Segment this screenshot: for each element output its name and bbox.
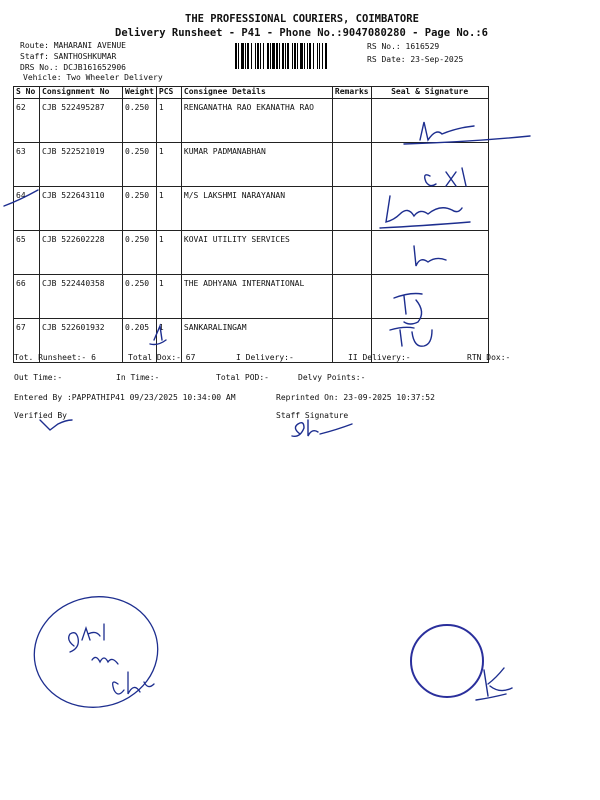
handwritten-phone-2: 9442222311 bbox=[477, 212, 575, 237]
col-consignee: Consignee Details bbox=[181, 87, 332, 99]
signature-row-62 bbox=[404, 122, 530, 144]
total-pod: Total POD:- bbox=[216, 373, 269, 382]
runsheet-subtitle: Delivery Runsheet - P41 - Phone No.:9047080280 - Page No.:6 bbox=[115, 27, 488, 39]
col-seal-signature: Seal & Signature bbox=[371, 87, 488, 99]
col-sno: S No bbox=[14, 87, 40, 99]
oval-scribble-2 bbox=[92, 657, 118, 664]
col-consignment: Consignment No bbox=[40, 87, 123, 99]
cell-consignee: M/S LAKSHMI NARAYANAN bbox=[181, 187, 332, 231]
entered-by: Entered By :PAPPATHIP41 09/23/2025 10:34:00 AM bbox=[14, 393, 236, 402]
col-remarks: Remarks bbox=[332, 87, 371, 99]
signature-row-67 bbox=[390, 327, 432, 346]
cell-weight: 0.250 bbox=[123, 143, 157, 187]
cell-sno: 62 bbox=[14, 99, 40, 143]
tot-runsheet: Tot. Runsheet:- 6 bbox=[14, 353, 96, 362]
reprinted-on: Reprinted On: 23-09-2025 10:37:52 bbox=[276, 393, 435, 402]
ink-oval bbox=[24, 585, 168, 718]
cell-pcs: 1 bbox=[156, 143, 181, 187]
cell-sno: 66 bbox=[14, 275, 40, 319]
drs-number: DRS No.: DCJB161652906 bbox=[20, 63, 126, 72]
col-pcs: PCS bbox=[156, 87, 181, 99]
staff-signature-label: Staff Signature bbox=[276, 411, 349, 420]
staff-signature-mark bbox=[292, 420, 352, 436]
out-time: Out Time:- bbox=[14, 373, 63, 382]
cell-consignee: SANKARALINGAM bbox=[181, 319, 332, 363]
cell-weight: 0.250 bbox=[123, 231, 157, 275]
cell-sno: 67 bbox=[14, 319, 40, 363]
rs-number: RS No.: 1616529 bbox=[367, 42, 440, 51]
signature-row-66 bbox=[394, 294, 422, 325]
cell-sno: 63 bbox=[14, 143, 40, 187]
cell-pcs: 1 bbox=[156, 275, 181, 319]
rtn-dox: RTN Dox:- bbox=[467, 353, 511, 362]
total-dox: Total Dox:- 67 bbox=[128, 353, 196, 362]
cell-consignee: KOVAI UTILITY SERVICES bbox=[181, 231, 332, 275]
col-weight: Weight bbox=[123, 87, 157, 99]
pc41-stamp-circle bbox=[411, 625, 483, 697]
vehicle-text: Vehicle: Two Wheeler Delivery bbox=[23, 73, 163, 82]
staff-text: Staff: SANTHOSHKUMAR bbox=[20, 52, 117, 61]
in-time: In Time:- bbox=[116, 373, 160, 382]
cell-consignment: CJB 522602228 bbox=[40, 231, 123, 275]
cell-weight: 0.250 bbox=[123, 187, 157, 231]
route-text: Route: MAHARANI AVENUE bbox=[20, 41, 126, 50]
delvy-points: Delvy Points:- bbox=[298, 373, 366, 382]
cell-consignment: CJB 522643110 bbox=[40, 187, 123, 231]
cell-pcs: 1 bbox=[156, 187, 181, 231]
cell-sno: 65 bbox=[14, 231, 40, 275]
signature-row-63 bbox=[425, 168, 466, 186]
cell-consignment: CJB 522495287 bbox=[40, 99, 123, 143]
cell-consignment: CJB 522521019 bbox=[40, 143, 123, 187]
verified-by: Verified By bbox=[14, 411, 67, 420]
verified-by-signature bbox=[40, 420, 72, 430]
cell-pcs: 1 bbox=[156, 319, 181, 363]
cell-consignee: RENGANATHA RAO EKANATHA RAO bbox=[181, 99, 332, 143]
company-name: THE PROFESSIONAL COURIERS, COIMBATORE bbox=[185, 13, 419, 25]
cell-consignee: KUMAR PADMANABHAN bbox=[181, 143, 332, 187]
pc41-stamp-text: PC41 bbox=[447, 629, 476, 681]
cell-sno: 64 bbox=[14, 187, 40, 231]
rs-date: RS Date: 23-Sep-2025 bbox=[367, 55, 464, 64]
cell-weight: 0.250 bbox=[123, 275, 157, 319]
row-67-mark bbox=[150, 326, 166, 345]
cell-pcs: 1 bbox=[156, 231, 181, 275]
cell-consignee: THE ADHYANA INTERNATIONAL bbox=[181, 275, 332, 319]
oval-scribble-3 bbox=[113, 672, 154, 694]
i-delivery: I Delivery:- bbox=[236, 353, 294, 362]
cell-weight: 0.250 bbox=[123, 99, 157, 143]
handwritten-phone-1: 9442374951 bbox=[487, 134, 578, 157]
cell-consignment: CJB 522601932 bbox=[40, 319, 123, 363]
oval-scribble-1 bbox=[69, 624, 104, 652]
signature-row-65 bbox=[414, 246, 446, 266]
cell-pcs: 1 bbox=[156, 99, 181, 143]
margin-mark bbox=[4, 190, 38, 206]
cell-weight: 0.205 bbox=[123, 319, 157, 363]
cell-consignment: CJB 522440358 bbox=[40, 275, 123, 319]
ii-delivery: II Delivery:- bbox=[348, 353, 411, 362]
signature-row-64 bbox=[380, 196, 470, 228]
